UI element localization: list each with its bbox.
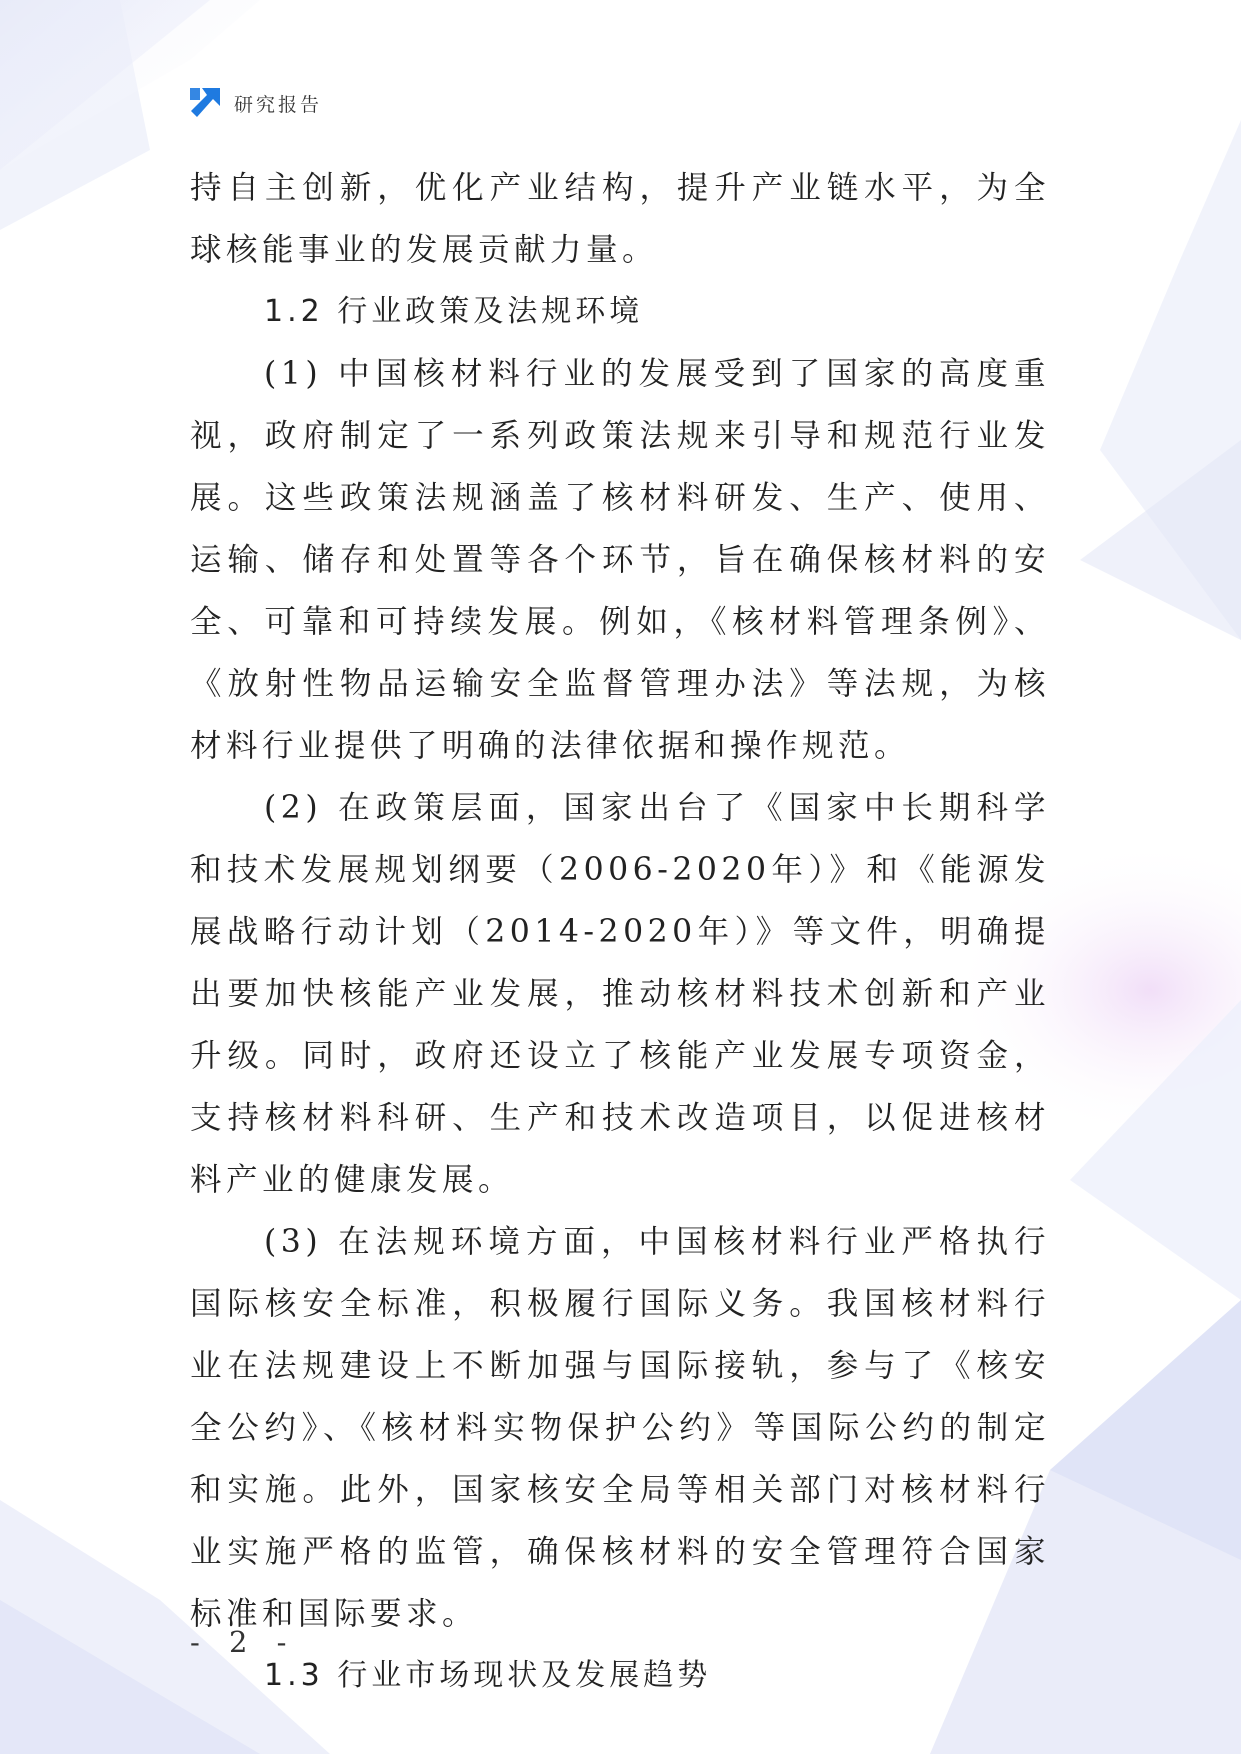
report-header [188,86,322,120]
header-title: 研究报告 [234,93,323,116]
page-number: - 2 - [190,1625,297,1659]
section-heading-1-2: 1.2 行业政策及法规环境 [264,294,644,329]
arrow-logo-icon [188,86,222,120]
section-heading-1-3: 1.3 行业市场现状及发展趋势 [264,1658,712,1693]
body-paragraph: (3) 在法规环境方面，中国核材料行业严格执行国际核安全标准，积极履行国际义务。我国核材料行业在法规建设上不断加强与国际接轨，参与了《核安全公约》、《核材料实物保护公约》等国际公约的制定和实施。此外，国家核安全局等相关部门对核材料行业实施严格的监管，确保核材料的安全管理符合国家标准和国际要求。 [190,1224,1050,1632]
continuation-paragraph: 持自主创新，优化产业结构，提升产业链水平，为全球核能事业的发展贡献力量。 [190,170,1050,268]
body-paragraph: (1) 中国核材料行业的发展受到了国家的高度重视，政府制定了一系列政策法规来引导和规范行业发展。这些政策法规涵盖了核材料研发、生产、使用、运输、储存和处置等各个环节，旨在确保核材料的安全、可靠和可持续发展。例如，《核材料管理条例》、《放射性物品运输安全监督管理办法》等法规，为核材料行业提供了明确的法律依据和操作规范。 [190,356,1050,764]
body-paragraph: (2) 在政策层面，国家出台了《国家中长期科学和技术发展规划纲要（2006-2020年）》和《能源发展战略行动计划（2014-2020年）》等文件，明确提出要加快核能产业发展，推动核材料技术创新和产业升级。同时，政府还设立了核能产业发展专项资金，支持核材料科研、生产和技术改造项目，以促进核材料产业的健康发展。 [190,790,1050,1198]
document-body [190,157,1050,1707]
